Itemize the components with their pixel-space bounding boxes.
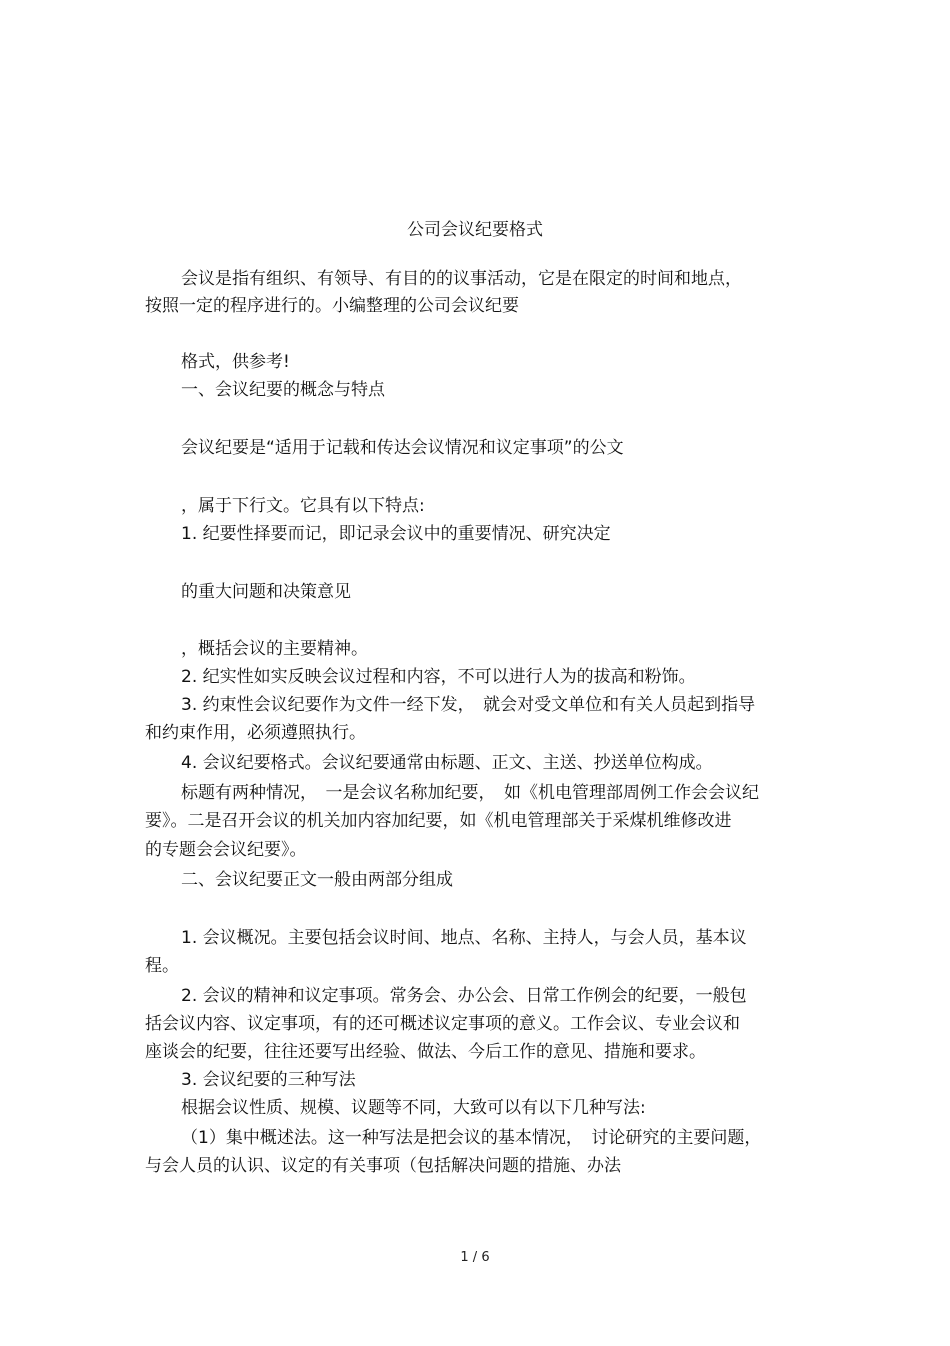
paragraph-line: 程。 [145, 956, 179, 976]
paragraph-line: 3. 约束性会议纪要作为文件一经下发， 就会对受文单位和有关人员起到指导 [181, 695, 756, 715]
paragraph-line: 会议是指有组织、有领导、有目的的议事活动，它是在限定的时间和地点， [181, 269, 742, 289]
paragraph-line: ，概括会议的主要精神。 [181, 639, 368, 659]
paragraph-line: 2. 会议的精神和议定事项。常务会、办公会、日常工作例会的纪要，一般包 [181, 986, 747, 1006]
paragraph-line: 2. 纪实性如实反映会议过程和内容，不可以进行人为的拔高和粉饰。 [181, 667, 696, 687]
paragraph-line: （1）集中概述法。这一种写法是把会议的基本情况， 讨论研究的主要问题， [181, 1128, 762, 1148]
paragraph-line: 要》。二是召开会议的机关加内容加纪要，如《机电管理部关于采煤机维修改进 [145, 811, 732, 831]
paragraph-line: 会议纪要是“适用于记载和传达会议情况和议定事项”的公文 [181, 438, 624, 458]
document-title: 公司会议纪要格式 [407, 220, 543, 240]
paragraph-line: 括会议内容、议定事项，有的还可概述议定事项的意义。工作会议、专业会议和 [145, 1014, 740, 1034]
paragraph-line: 座谈会的纪要，往往还要写出经验、做法、今后工作的意见、措施和要求。 [145, 1042, 706, 1062]
section-heading: 二、会议纪要正文一般由两部分组成 [181, 870, 453, 890]
paragraph-line: 的重大问题和决策意见 [181, 582, 351, 602]
paragraph-line: 3. 会议纪要的三种写法 [181, 1070, 356, 1090]
paragraph-line: 与会人员的认识、议定的有关事项（包括解决问题的措施、办法 [145, 1156, 621, 1176]
paragraph-line: 和约束作用，必须遵照执行。 [145, 723, 366, 743]
paragraph-line: ，属于下行文。它具有以下特点: [181, 496, 425, 516]
paragraph-line: 4. 会议纪要格式。会议纪要通常由标题、正文、主送、抄送单位构成。 [181, 753, 713, 773]
page-number: 1 / 6 [460, 1250, 490, 1265]
paragraph-line: 1. 纪要性择要而记，即记录会议中的重要情况、研究决定 [181, 524, 611, 544]
paragraph-line: 按照一定的程序进行的。小编整理的公司会议纪要 [145, 296, 519, 316]
paragraph-line: 根据会议性质、规模、议题等不同，大致可以有以下几种写法: [181, 1098, 646, 1118]
paragraph-line: 格式，供参考! [181, 352, 290, 372]
paragraph-line: 的专题会会议纪要》。 [145, 840, 307, 860]
paragraph-line: 1. 会议概况。主要包括会议时间、地点、名称、主持人，与会人员，基本议 [181, 928, 747, 948]
paragraph-line: 标题有两种情况， 一是会议名称加纪要， 如《机电管理部周例工作会会议纪 [181, 783, 759, 803]
section-heading: 一、会议纪要的概念与特点 [181, 380, 385, 400]
